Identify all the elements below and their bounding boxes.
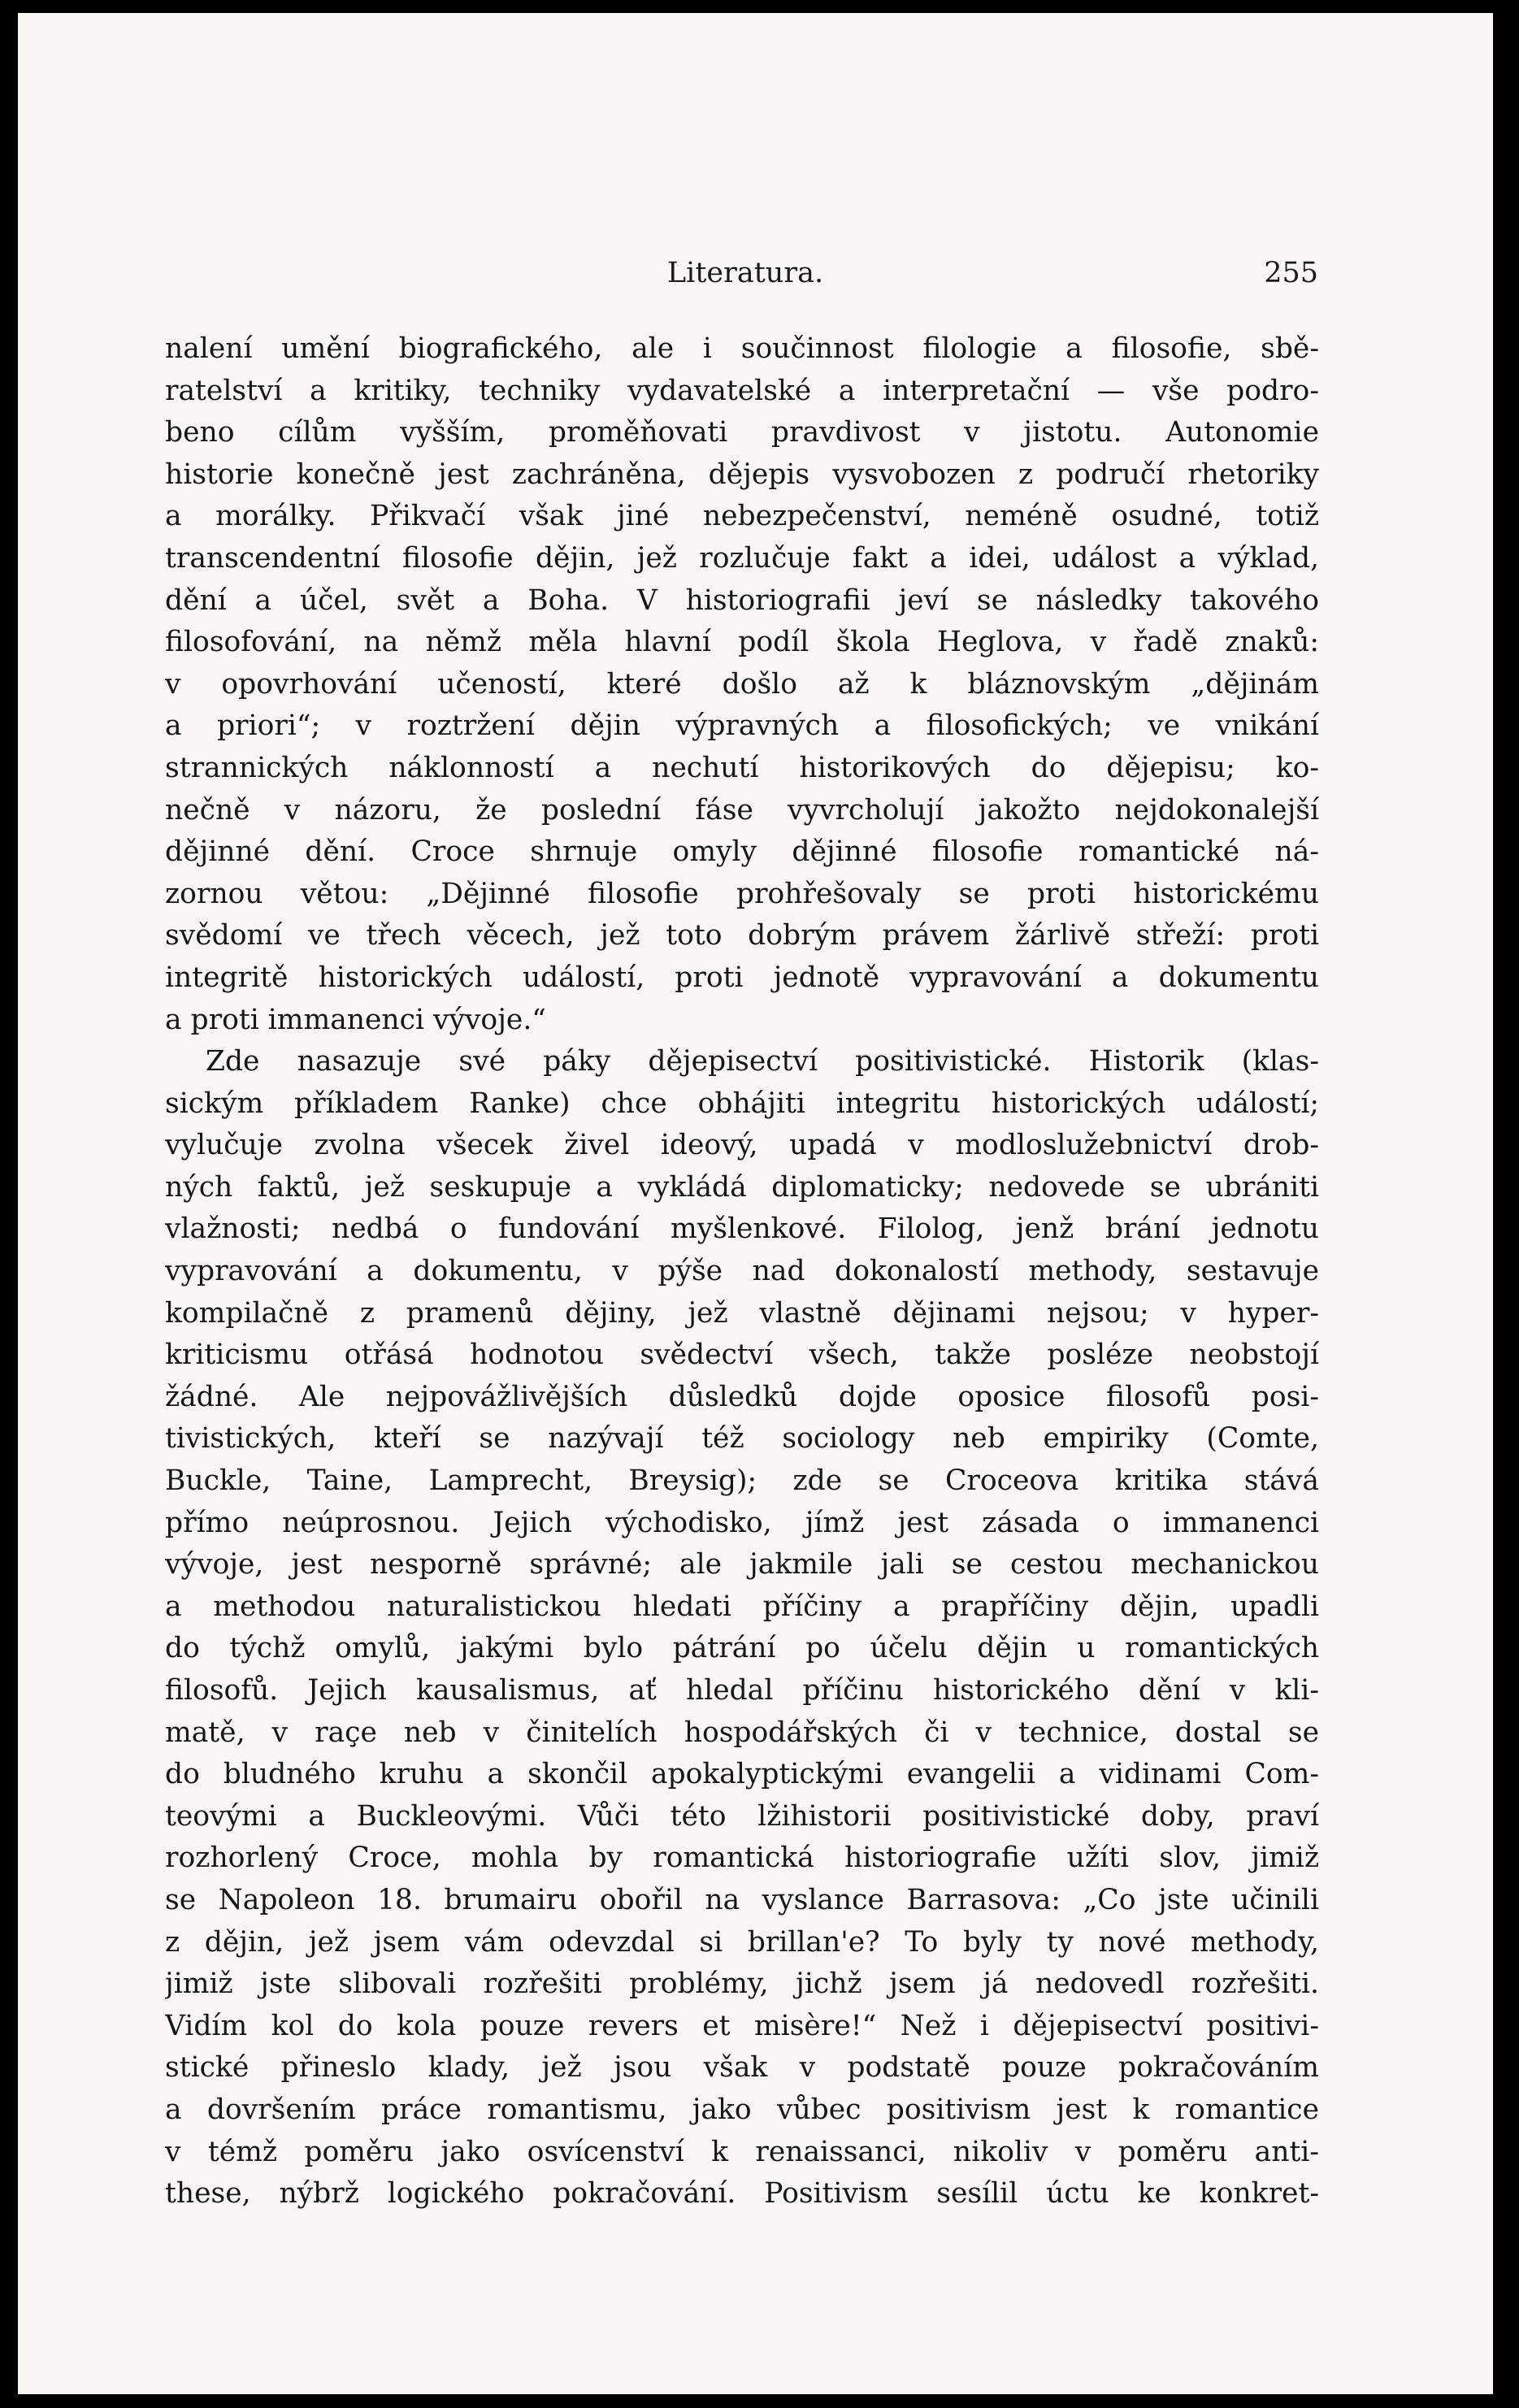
text-line: filosofování, na němž měla hlavní podíl škola Heglova, v řadě znaků: bbox=[165, 626, 1319, 659]
text-line: historie konečně jest zachráněna, dějepis vysvobozen z područí rhetoriky bbox=[165, 458, 1319, 491]
text-line: integritě historických událostí, proti jednotě vypravování a dokumentu bbox=[165, 961, 1319, 994]
running-head bbox=[172, 257, 1318, 297]
body-text bbox=[165, 328, 1319, 2215]
book-page bbox=[18, 13, 1493, 2394]
text-line: a proti immanenci vývoje.“ bbox=[165, 1003, 546, 1036]
text-line: z dějin, jež jsem vám odevzdal si brillan'e? To byly ty nové methody, bbox=[165, 1925, 1319, 1959]
text-line: dění a účel, svět a Boha. V historiografii jeví se následky takového bbox=[165, 584, 1319, 617]
text-line: do bludného kruhu a skončil apokalyptickými evangelii a vidinami Com- bbox=[165, 1758, 1319, 1791]
text-line: dějinné dění. Croce shrnuje omyly dějinné filosofie romantické ná- bbox=[165, 835, 1319, 869]
text-line: žádné. Ale nejpovážlivějších důsledků dojde oposice filosofů posi- bbox=[165, 1380, 1319, 1413]
text-line: stické přineslo klady, jež jsou však v podstatě pouze pokračováním bbox=[165, 2051, 1319, 2085]
text-line: tivistických, kteří se nazývají též sociology neb empiriky (Comte, bbox=[165, 1422, 1319, 1456]
text-line: vylučuje zvolna všecek živel ideový, upadá v modloslužebnictví drob- bbox=[165, 1129, 1319, 1162]
text-line: Vidím kol do kola pouze revers et misère!“ Než i dějepisectví positivi- bbox=[165, 2009, 1319, 2042]
text-line: Buckle, Taine, Lamprecht, Breysig); zde se Croceova kritika stává bbox=[165, 1464, 1319, 1498]
text-line: v opovrhování učeností, které došlo až k bláznovským „dějinám bbox=[165, 667, 1319, 701]
page-number: 255 bbox=[1264, 257, 1318, 289]
text-line: svědomí ve třech věcech, jež toto dobrým právem žárlivě střeží: proti bbox=[165, 919, 1319, 952]
text-line: a priori“; v roztržení dějin výpravných a filosofických; ve vnikání bbox=[165, 709, 1319, 743]
text-line: filosofů. Jejich kausalismus, ať hledal příčinu historického dění v kli- bbox=[165, 1674, 1319, 1707]
text-line: transcendentní filosofie dějin, jež rozlučuje fakt a idei, událost a výklad, bbox=[165, 541, 1319, 575]
text-line: a dovršením práce romantismu, jako vůbec positivism jest k romantice bbox=[165, 2093, 1319, 2126]
text-line: jimiž jste slibovali rozřešiti problémy, jichž jsem já nedovedl rozřešiti. bbox=[165, 1968, 1319, 2001]
text-line: ných faktů, jež seskupuje a vykládá diplomaticky; nedovede se ubrániti bbox=[165, 1170, 1319, 1204]
text-line: zornou větou: „Dějinné filosofie prohřešovaly se proti historickému bbox=[165, 877, 1319, 910]
text-line: vypravování a dokumentu, v pýše nad dokonalostí methody, sestavuje bbox=[165, 1255, 1319, 1288]
running-head-title: Literatura. bbox=[666, 257, 824, 289]
text-line: these, nýbrž logického pokračování. Positivism sesílil úctu ke konkret- bbox=[165, 2177, 1319, 2211]
text-line: sickým příkladem Ranke) chce obhájiti integritu historických událostí; bbox=[165, 1087, 1319, 1120]
text-line: matě, v raçe neb v činitelích hospodářských či v technice, dostal se bbox=[165, 1716, 1319, 1749]
text-line: a morálky. Přikvačí však jiné nebezpečenství, neméně osudné, totiž bbox=[165, 500, 1319, 533]
text-line: teovými a Buckleovými. Vůči této lžihistorii positivistické doby, praví bbox=[165, 1799, 1319, 1833]
text-line: se Napoleon 18. brumairu obořil na vyslance Barrasova: „Co jste učinili bbox=[165, 1883, 1319, 1916]
text-line: vlažnosti; nedbá o fundování myšlenkové. Filolog, jenž brání jednotu bbox=[165, 1213, 1319, 1246]
text-line: Zde nasazuje své páky dějepisectví positivistické. Historik (klas- bbox=[206, 1045, 1319, 1078]
text-line: strannických náklonností a nechutí historikových do dějepisu; ko- bbox=[165, 751, 1319, 784]
text-line: do týchž omylů, jakými bylo pátrání po účelu dějin u romantických bbox=[165, 1632, 1319, 1665]
text-line: a methodou naturalistickou hledati příčiny a prapříčiny dějin, upadli bbox=[165, 1590, 1319, 1623]
text-line: nalení umění biografického, ale i součinnost filologie a filosofie, sbě- bbox=[165, 332, 1319, 365]
text-line: přímo neúprosnou. Jejich východisko, jímž jest zásada o immanenci bbox=[165, 1506, 1319, 1539]
text-line: beno cílům vyšším, proměňovati pravdivost v jistotu. Autonomie bbox=[165, 416, 1319, 449]
text-line: rozhorlený Croce, mohla by romantická historiografie užíti slov, jimiž bbox=[165, 1842, 1319, 1875]
text-line: ratelství a kritiky, techniky vydavatelské a interpretační — vše podro- bbox=[165, 374, 1319, 407]
text-line: v témž poměru jako osvícenství k renaissanci, nikoliv v poměru anti- bbox=[165, 2135, 1319, 2168]
text-line: kompilačně z pramenů dějiny, jež vlastně dějinami nejsou; v hyper- bbox=[165, 1296, 1319, 1330]
text-line: nečně v názoru, že poslední fáse vyvrcholují jakožto nejdokonalejší bbox=[165, 793, 1319, 827]
text-line: vývoje, jest nesporně správné; ale jakmile jali se cestou mechanickou bbox=[165, 1548, 1319, 1581]
text-line: kriticismu otřásá hodnotou svědectví všech, takže posléze neobstojí bbox=[165, 1339, 1319, 1372]
